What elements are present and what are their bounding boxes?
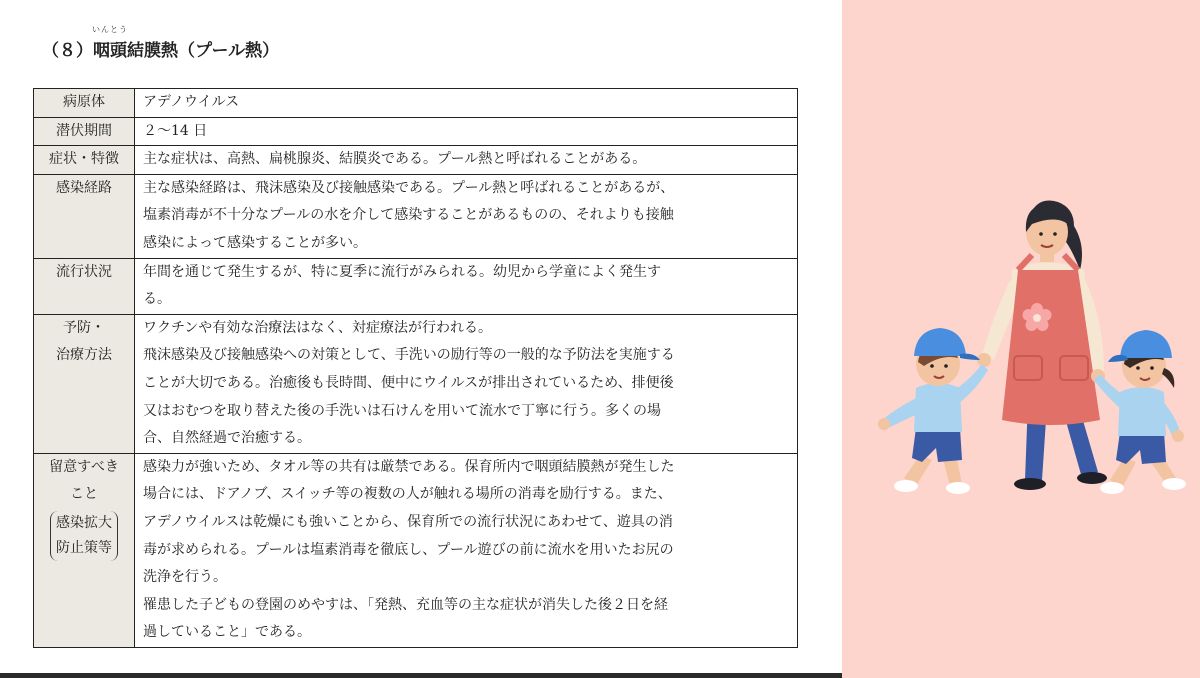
page-bottom-bar [0, 673, 842, 678]
row-header-prevention [34, 314, 135, 453]
row-content-prevention [135, 314, 798, 453]
content-line: 主な感染経路は、飛沫感染及び接触感染である。プール熱と呼ばれることがあるが、 [143, 179, 675, 196]
content-line: 飛沫感染及び接触感染への対策として、手洗いの励行等の一般的な予防法を実施する [143, 347, 675, 364]
header-line: 留意すべき [49, 458, 119, 475]
content-line: 又はおむつを取り替えた後の手洗いは石けんを用いて流水で丁寧に行う。多くの場 [143, 402, 661, 419]
row-header-notes [34, 453, 135, 647]
content-line: ２～14 日 [143, 122, 208, 139]
table-row [34, 453, 798, 647]
title-ruby: いんとう [92, 25, 128, 34]
table-row [34, 89, 798, 118]
content-line: 塩素消毒が不十分なプールの水を介して感染することがあるものの、それよりも接触 [143, 207, 674, 224]
table-row [34, 146, 798, 175]
content-line: る。 [143, 291, 171, 308]
row-content-route [135, 174, 798, 258]
row-header-route: 感染経路 [34, 174, 135, 258]
row-header-symptoms: 症状・特徴 [34, 146, 135, 175]
content-line: アデノウイルス [143, 94, 240, 110]
content-line: 感染力が強いため、タオル等の共有は厳禁である。保育所内で咽頭結膜熱が発生した [143, 458, 675, 475]
content-line: 毒が求められる。プールは塩素消毒を徹底し、プール遊びの前に流水を用いたお尻の [143, 541, 674, 558]
content-line: ことが大切である。治癒後も長時間、便中にウイルスが排出されているため、排便後 [143, 374, 674, 391]
header-line: こと [70, 486, 98, 503]
content-line: 主な症状は、高熱、扁桃腺炎、結膜炎である。プール熱と呼ばれることがある。 [143, 151, 647, 168]
left-child-figure [878, 328, 988, 494]
content-line: 年間を通じて発生するが、特に夏季に流行がみられる。幼児から学童によく発生す [143, 263, 661, 280]
header-line: 防止策等 [56, 539, 112, 556]
illustration-panel [842, 0, 1200, 678]
table-row [34, 117, 798, 146]
bracketed-note [50, 511, 118, 561]
table-row [34, 314, 798, 453]
row-content-symptoms [135, 146, 798, 175]
table-row [34, 258, 798, 314]
header-line: 感染拡大 [56, 514, 112, 531]
row-content-incubation [135, 117, 798, 146]
row-header-epidemic: 流行状況 [34, 258, 135, 314]
content-line: 罹患した子どもの登園のめやすは、「発熱、充血等の主な症状が消失した後２日を経 [143, 596, 668, 613]
content-line: 合、自然経過で治癒する。 [143, 430, 311, 447]
header-line: 治療方法 [56, 347, 112, 364]
content-line: アデノウイルスは乾燥にも強いことから、保育所での流行状況にあわせて、遊具の消 [143, 513, 673, 530]
disease-info-table [33, 88, 798, 648]
teacher-figure [977, 201, 1107, 490]
content-line: ワクチンや有効な治療法はなく、対症療法が行われる。 [143, 319, 493, 336]
table-row [34, 174, 798, 258]
content-line: 感染によって感染することが多い。 [143, 234, 367, 251]
row-header-pathogen: 病原体 [34, 89, 135, 118]
right-child-figure [1094, 330, 1186, 494]
content-line: 過していること」である。 [143, 624, 311, 641]
teacher-with-two-children-illustration [842, 0, 1200, 678]
row-header-incubation: 潜伏期間 [34, 117, 135, 146]
row-content-notes [135, 453, 798, 647]
section-title: （８）咽頭結膜熱（プール熱） [42, 41, 280, 61]
content-line: 場合には、ドアノブ、スイッチ等の複数の人が触れる場所の消毒を励行する。また、 [143, 486, 672, 503]
header-line: 予防・ [63, 319, 105, 336]
row-content-epidemic [135, 258, 798, 314]
row-content-pathogen [135, 89, 798, 118]
content-line: 洗浄を行う。 [143, 569, 227, 586]
